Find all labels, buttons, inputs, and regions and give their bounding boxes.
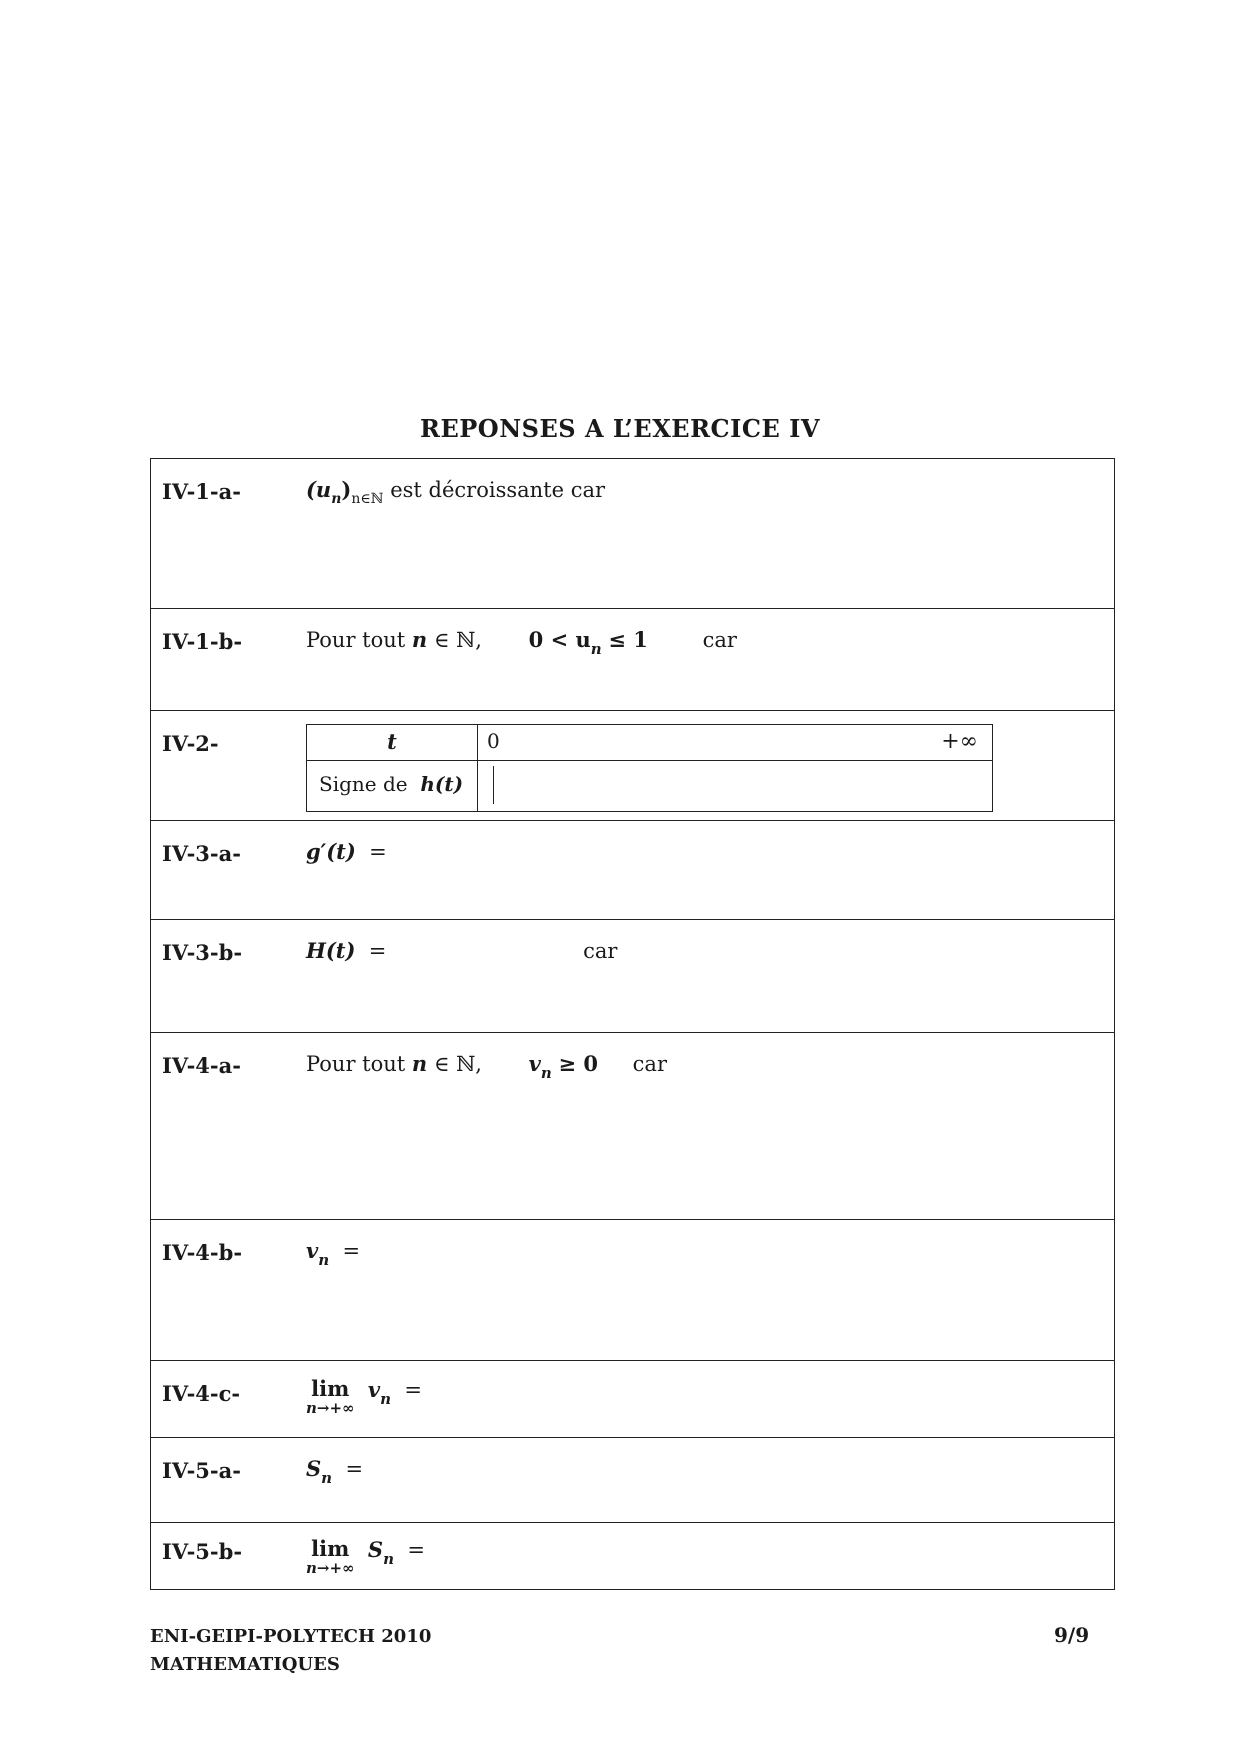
in-naturals: ∈ ℕ,	[433, 1052, 482, 1076]
sign-table-zero-bar	[493, 766, 494, 804]
row-text: car	[702, 628, 737, 652]
expr: (u	[306, 477, 332, 502]
limit: lim n→+∞	[306, 1536, 355, 1577]
footer-info	[150, 1623, 431, 1679]
answer-row-iv-3-a[interactable]	[150, 820, 1115, 919]
row-content	[306, 1238, 360, 1269]
equals: =	[407, 1538, 425, 1562]
expr-close: )	[341, 477, 352, 502]
limit: lim n→+∞	[306, 1376, 355, 1417]
row-label: IV-3-b-	[162, 940, 243, 965]
row-content	[306, 627, 737, 658]
ineq-end: ≥ 0	[558, 1051, 598, 1076]
row-content	[306, 938, 617, 963]
expr: v	[367, 1377, 381, 1402]
sign-table-infinity: +∞	[941, 729, 978, 754]
answer-row-iv-4-b[interactable]	[150, 1219, 1115, 1360]
footer-subject: MATHEMATIQUES	[150, 1654, 340, 1675]
expr: g′(t)	[306, 839, 356, 864]
row-text: car	[583, 939, 618, 963]
equals: =	[342, 1239, 361, 1263]
expr-sub: n	[321, 1469, 333, 1487]
sign-table-label: Signe de h(t)	[319, 772, 464, 796]
var-n: n	[411, 1051, 428, 1076]
expr: S	[367, 1537, 384, 1562]
answer-row-iv-2[interactable]	[150, 710, 1115, 820]
expr-sub2: n∈ℕ	[351, 491, 384, 507]
expr: H(t)	[306, 938, 356, 963]
expr: v	[528, 1051, 541, 1076]
ineq-end: ≤ 1	[608, 627, 648, 652]
row-text: est décroissante car	[390, 478, 606, 502]
expr: v	[306, 1238, 319, 1263]
expr: S	[306, 1456, 322, 1481]
equals: =	[345, 1457, 364, 1481]
page-title: REPONSES A L’EXERCICE IV	[420, 414, 820, 443]
row-label: IV-1-b-	[162, 629, 243, 654]
answer-row-iv-1-b[interactable]	[150, 608, 1115, 710]
ineq: 0 < u	[528, 627, 591, 652]
in-naturals: ∈ ℕ,	[433, 628, 482, 652]
prefix: Pour tout	[306, 628, 406, 652]
var-n: n	[411, 627, 428, 652]
equals: =	[368, 939, 387, 963]
prefix: Pour tout	[306, 1052, 406, 1076]
expr-sub: n	[331, 491, 342, 507]
row-label: IV-3-a-	[162, 841, 241, 866]
expr-sub: n	[383, 1550, 394, 1568]
answer-row-iv-5-b[interactable]	[150, 1522, 1115, 1590]
row-content	[306, 1377, 422, 1415]
answer-row-iv-3-b[interactable]	[150, 919, 1115, 1032]
row-content	[306, 477, 605, 507]
row-label: IV-4-c-	[162, 1381, 241, 1406]
answer-row-iv-4-c[interactable]	[150, 1360, 1115, 1437]
answer-row-iv-1-a[interactable]	[150, 458, 1115, 608]
footer-exam: ENI-GEIPI-POLYTECH 2010	[150, 1626, 432, 1647]
answer-row-iv-4-a[interactable]	[150, 1032, 1115, 1219]
equals: =	[369, 840, 387, 864]
row-content	[306, 839, 387, 864]
sign-function: h(t)	[420, 772, 464, 796]
page-number: 9/9	[1054, 1623, 1090, 1647]
row-content	[306, 1456, 363, 1487]
expr-sub: n	[318, 1251, 330, 1269]
row-label: IV-1-a-	[162, 479, 241, 504]
expr-sub: n	[380, 1390, 392, 1408]
expr-sub: n	[540, 1064, 552, 1082]
sign-table-var: t	[387, 729, 397, 754]
row-label: IV-5-a-	[162, 1458, 241, 1483]
sign-table-zero: 0	[487, 729, 500, 753]
row-label: IV-4-a-	[162, 1053, 241, 1078]
row-text: car	[632, 1052, 667, 1076]
row-label: IV-4-b-	[162, 1240, 243, 1265]
ineq-sub: n	[590, 640, 602, 658]
row-label: IV-2-	[162, 731, 219, 756]
row-content	[306, 1051, 667, 1082]
sign-table[interactable]	[306, 724, 993, 812]
row-content	[306, 1537, 425, 1575]
row-label: IV-5-b-	[162, 1539, 243, 1564]
answer-row-iv-5-a[interactable]	[150, 1437, 1115, 1522]
equals: =	[404, 1378, 422, 1402]
